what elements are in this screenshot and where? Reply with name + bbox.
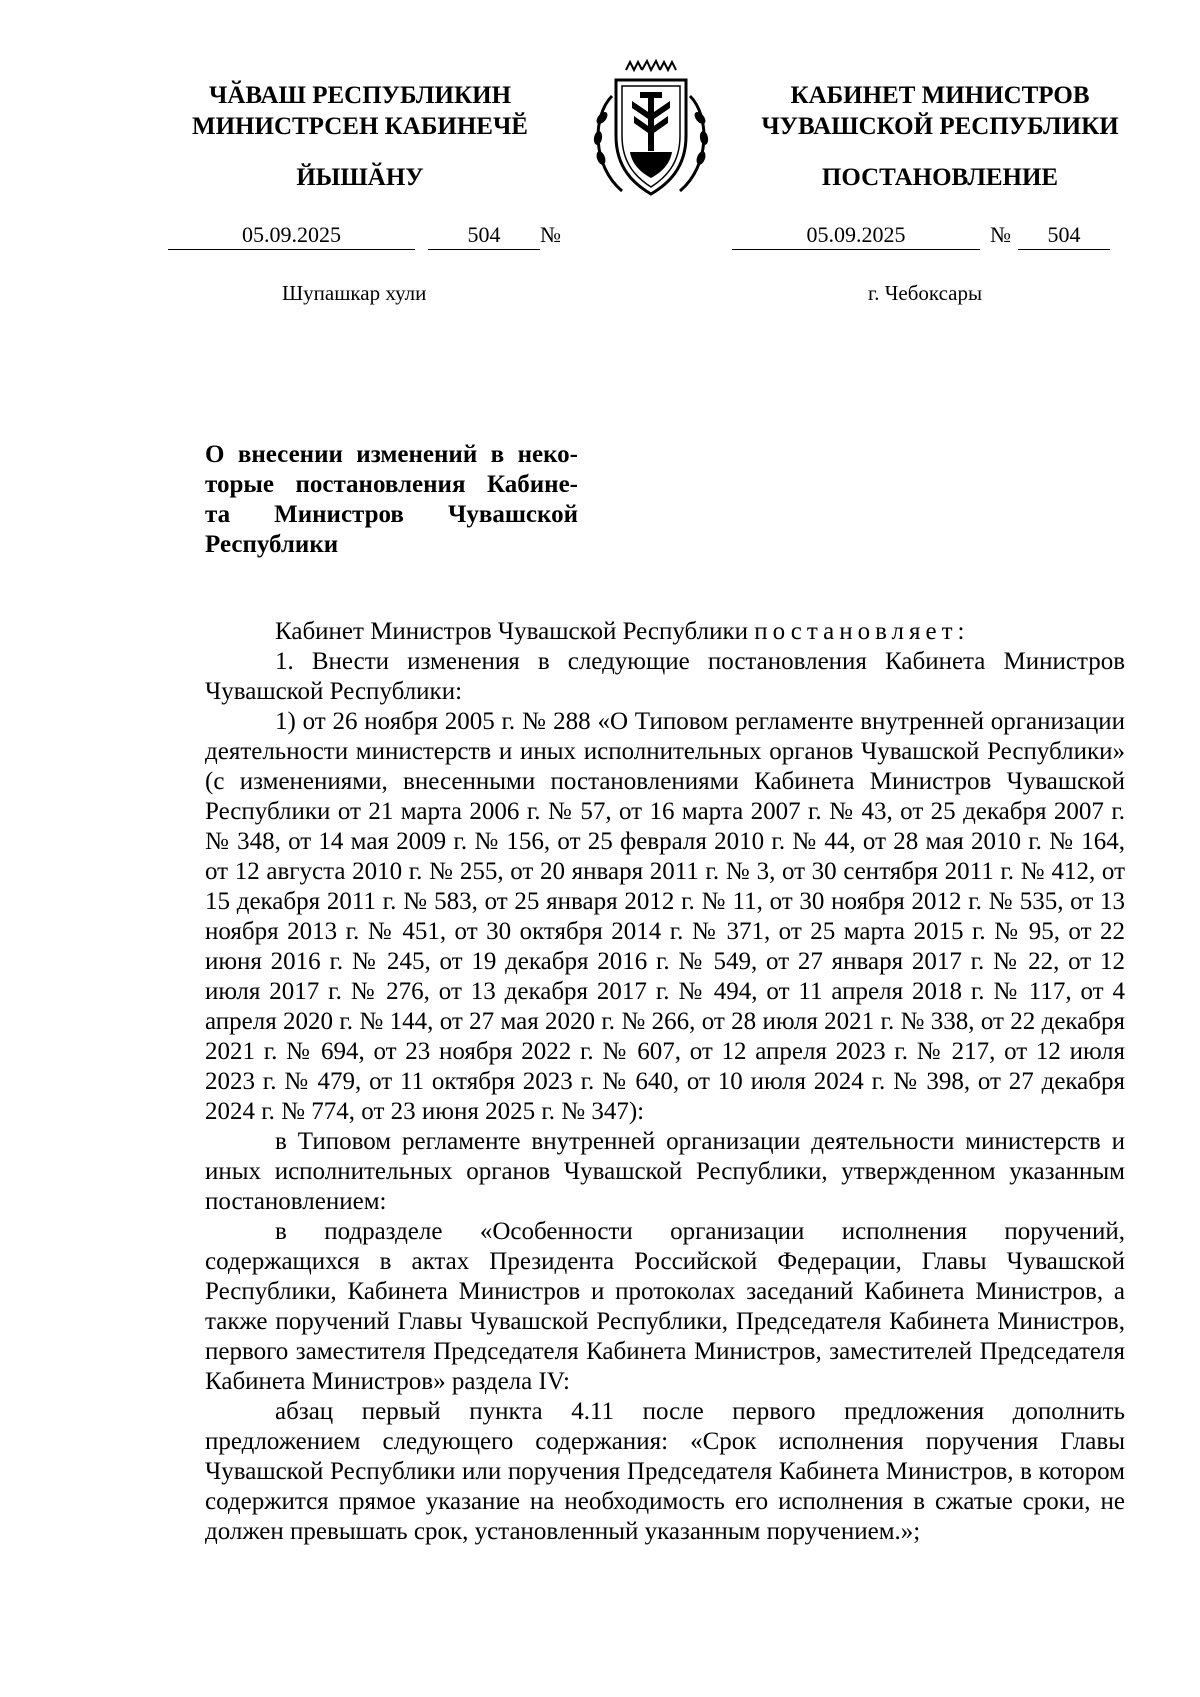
item-1-paragraph: 1. Внести изменения в следующие постановления Кабинета Министров Чувашской Республики: xyxy=(205,648,1125,705)
subject-line3: та Министров Чувашской xyxy=(205,501,578,528)
left-number-sign: № xyxy=(540,222,561,247)
left-date-field: 05.09.2025 xyxy=(168,222,415,250)
right-number-sign: № xyxy=(990,222,1011,247)
item-1-1-paragraph: 1) от 26 ноября 2005 г. № 288 «О Типовом регламенте внутренней организации деятельности министерств и иных исполнительных органов Чувашской Республики» (с изменениями, внесенными постановлениями Кабинета Министров Чувашской Республики от 21 марта 2006 г. № 57, от 16 марта 2007 г. № 43, от 25 декабря 2007 г. № 348, от 14 мая 2009 г. № 156, от 25 февраля 2010 г. № 44, от 28 мая 2010 г. № 164, от 12 августа 2010 г. № 255, от 20 января 2011 г. № 3, от 30 сентября 2011 г. № 412, от 15 декабря 2011 г. № 583, от 25 января 2012 г. № 11, от 30 ноября 2012 г. № 535, от 13 ноября 2013 г. № 451, от 30 октября 2014 г. № 371, от 25 марта 2015 г. № 95, от 22 июня 2016 г. № 245, от 19 декабря 2016 г. № 549, от 27 января 2017 г. № 22, от 12 июля 2017 г. № 276, от 13 декабря 2017 г. № 494, от 11 апреля 2018 г. № 117, от 4 апреля 2020 г. № 144, от 27 мая 2020 г. № 266, от 28 июля 2021 г. № 338, от 22 декабря 2021 г. № 694, от 23 ноября 2022 г. № 607, от 12 апреля 2023 г. № 217, от 12 июля 2023 г. № 479, от 11 октября 2023 г. № 640, от 10 июля 2024 г. № 398, от 27 декабря 2024 г. № 774, от 23 июня 2025 г. № 347): xyxy=(205,708,1125,1125)
right-header-title xyxy=(735,80,1145,142)
right-number-field: 504 xyxy=(1018,222,1110,250)
left-title-line1: ЧӐВАШ РЕСПУБЛИКИН xyxy=(208,82,512,109)
left-title-line2: МИНИСТРСЕН КАБИНЕЧӖ xyxy=(192,113,528,140)
right-title-line1: КАБИНЕТ МИНИСТРОВ xyxy=(790,82,1090,109)
paragraph-4: абзац первый пункта 4.11 после первого предложения дополнить предложением следующего содержания: «Срок исполнения поручения Главы Чувашской Республики или поручения Председателя Кабинета Министров, в котором содержится прямое указание на необходимость его исполнения в сжатые сроки, не должен превышать срок, установленный указанным поручением.»; xyxy=(205,1398,1125,1545)
intro-spaced: постановляет: xyxy=(754,618,970,645)
paragraph-2: в Типовом регламенте внутренней организации деятельности министерств и иных исполнительных органов Чувашской Республики, утвержденном указанным постановлением: xyxy=(205,1128,1125,1215)
left-number-field: 504 xyxy=(428,222,540,250)
right-doc-type: ПОСТАНОВЛЕНИЕ xyxy=(821,164,1059,191)
left-header-title xyxy=(150,80,570,142)
intro-lead: Кабинет Министров Чувашской Республики xyxy=(275,618,755,645)
document-body xyxy=(205,617,1125,1547)
document-subject xyxy=(205,440,578,560)
subject-line2: торые постановления Кабине- xyxy=(205,471,578,498)
right-date-field: 05.09.2025 xyxy=(732,222,980,250)
right-title-line2: ЧУВАШСКОЙ РЕСПУБЛИКИ xyxy=(761,113,1119,140)
intro-paragraph xyxy=(205,617,1125,647)
subject-line1: О внесении изменений в неко- xyxy=(205,441,578,468)
subject-line4: Республики xyxy=(205,531,339,558)
right-place: г. Чебоксары xyxy=(868,281,983,305)
paragraph-3: в подразделе «Особенности организации исполнения поручений, содержащихся в актах Президента Российской Федерации, Главы Чувашской Республики, Кабинета Министров и протоколах заседаний Кабинета Министров, а также поручений Главы Чувашской Республики, Председателя Кабинета Министров, первого заместителя Председателя Кабинета Министров, заместителей Председателя Кабинета Министров» раздела IV: xyxy=(205,1218,1125,1395)
left-doc-type: ЙЫШӐНУ xyxy=(296,164,424,191)
left-place: Шупашкар хули xyxy=(282,281,427,305)
chuvash-coat-of-arms-icon xyxy=(582,56,720,204)
